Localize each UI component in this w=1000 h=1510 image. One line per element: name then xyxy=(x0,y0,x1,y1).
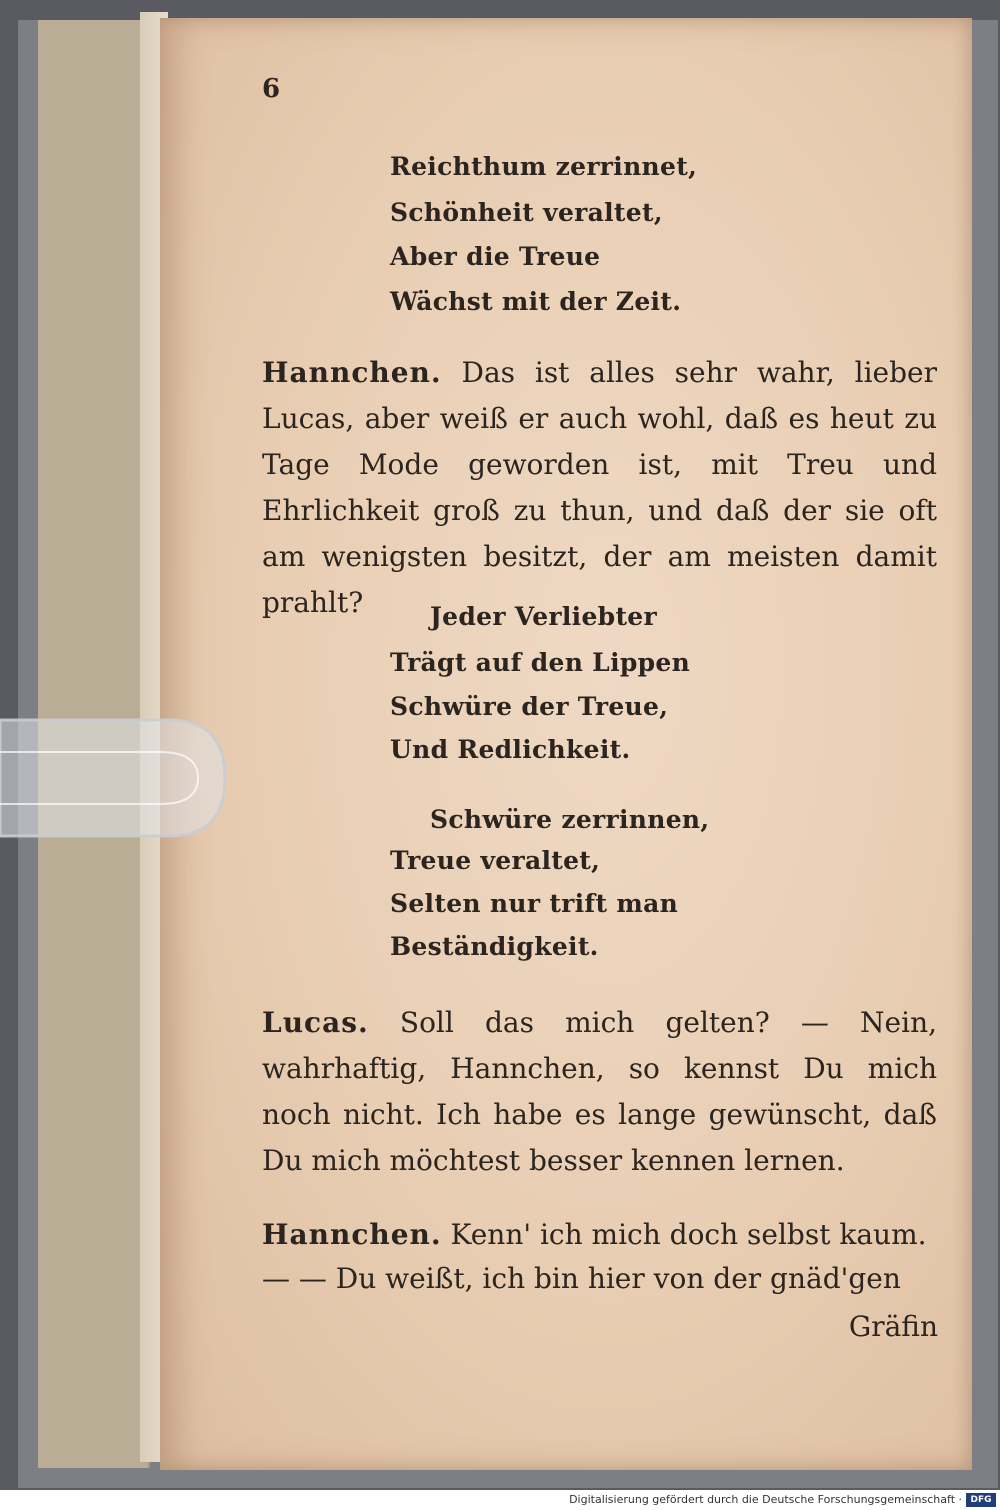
verse-line: Beständigkeit. xyxy=(390,932,599,961)
verse-line: Schwüre zerrinnen, xyxy=(430,805,710,834)
verse-line: Trägt auf den Lippen xyxy=(390,648,691,677)
dialogue-text: Soll das mich gelten? — Nein, wahrhaftig, Hannchen, so kennst Du mich noch nicht. Ich habe es lange gewünscht, daß Du mich möchtest besser kennen lernen. xyxy=(262,1006,937,1177)
funding-credit: Digitalisierung gefördert durch die Deutsche Forschungsgemeinschaft · xyxy=(569,1493,962,1506)
dialogue-text: Kenn' ich mich doch selbst kaum. xyxy=(450,1218,927,1251)
speaker-name: Hannchen. xyxy=(262,356,442,389)
dialogue-paragraph xyxy=(262,350,937,626)
verse-line: Und Redlichkeit. xyxy=(390,735,631,764)
continuation-line: — — Du weißt, ich bin hier von der gnäd'gen xyxy=(262,1262,901,1295)
speaker-name: Lucas. xyxy=(262,1006,369,1039)
verse-line: Treue veraltet, xyxy=(390,846,601,875)
verse-line: Wächst mit der Zeit. xyxy=(390,287,682,316)
verse-line: Selten nur trift man xyxy=(390,889,679,918)
page-clip-icon xyxy=(0,712,230,844)
verse-line: Reichthum zerrinnet, xyxy=(390,152,698,181)
verse-line: Schwüre der Treue, xyxy=(390,692,669,721)
verse-line: Aber die Treue xyxy=(390,242,601,271)
dialogue-paragraph xyxy=(262,1000,937,1184)
page-number: 6 xyxy=(262,74,281,104)
footer-bar xyxy=(0,1490,1000,1510)
dialogue-text: Das ist alles sehr wahr, lieber Lucas, aber weiß er auch wohl, daß es heut zu Tage Mode geworden ist, mit Treu und Ehrlichkeit groß zu thun, und daß der sie oft am wenigsten besitzt, der am meisten damit prahlt? xyxy=(262,356,937,619)
catchword: Gräfin xyxy=(848,1310,938,1343)
verse-line: Schönheit veraltet, xyxy=(390,198,663,227)
dfg-logo: DFG xyxy=(966,1493,996,1507)
dialogue-paragraph xyxy=(262,1212,937,1258)
speaker-name: Hannchen. xyxy=(262,1218,442,1251)
verse-line: Jeder Verliebter xyxy=(430,602,657,631)
